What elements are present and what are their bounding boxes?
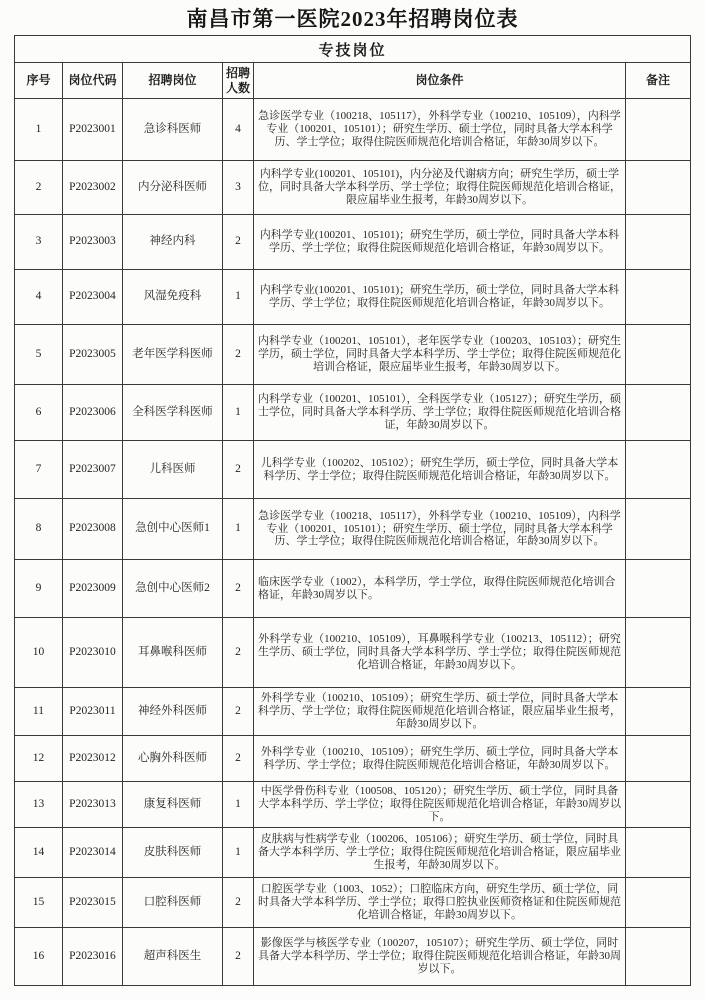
requirements-cell: 儿科学专业（100202、105102）；研究生学历，硕士学位，同时具备大学本科学历、学士学位；取得住院医师规范化培训合格证，年龄30周岁以下。 xyxy=(253,441,625,499)
remarks-cell xyxy=(625,99,690,161)
headcount-cell: 3 xyxy=(222,161,253,215)
requirements-cell: 急诊医学专业（100218、105117），外科学专业（100210、105109），内科学专业（100201、105101）；研究生学历、硕士学位，同时具备大学本科学历、学士学位；取得住院医师规范化培训合格证，年龄30周岁以下。 xyxy=(253,99,625,161)
table-row xyxy=(14,215,690,270)
requirements-cell: 外科学专业（100210、105109）；研究生学历、硕士学位，同时具备大学本科学历、学士学位；取得住院医师规范化培训合格证，年龄30周岁以下。 xyxy=(253,736,625,782)
code-cell: P2023008 xyxy=(62,499,122,560)
code-cell: P2023009 xyxy=(62,560,122,618)
table-row xyxy=(14,99,690,161)
headcount-cell: 1 xyxy=(222,828,253,878)
position-cell: 皮肤科医师 xyxy=(122,828,222,878)
code-cell: P2023004 xyxy=(62,270,122,325)
code-cell: P2023012 xyxy=(62,736,122,782)
table-row xyxy=(14,325,690,385)
position-cell: 风湿免疫科 xyxy=(122,270,222,325)
table-row xyxy=(14,161,690,215)
positions-tbody xyxy=(14,99,690,986)
table-row xyxy=(14,828,690,878)
requirements-cell: 内科学专业（100201、105101），老年医学专业（100203、105103）；研究生学历，硕士学位，同时具备大学本科学历、学士学位；取得住院医师规范化培训合格证，限应届毕业生报考，年龄30周岁以下。 xyxy=(253,325,625,385)
table-row xyxy=(14,782,690,828)
headcount-cell: 1 xyxy=(222,270,253,325)
remarks-cell xyxy=(625,618,690,688)
seq-cell: 7 xyxy=(14,441,62,499)
headcount-cell: 2 xyxy=(222,618,253,688)
seq-cell: 12 xyxy=(14,736,62,782)
code-cell: P2023007 xyxy=(62,441,122,499)
remarks-cell xyxy=(625,560,690,618)
code-cell: P2023015 xyxy=(62,878,122,928)
seq-cell: 4 xyxy=(14,270,62,325)
position-cell: 老年医学科医师 xyxy=(122,325,222,385)
remarks-cell xyxy=(625,161,690,215)
remarks-cell xyxy=(625,688,690,736)
table-row xyxy=(14,736,690,782)
requirements-cell: 内科学专业(100201、105101)，内分泌及代谢病方向；研究生学历，硕士学位，同时具备大学本科学历、学士学位；取得住院医师规范化培训合格证，限应届毕业生报考，年龄30周岁以下。 xyxy=(253,161,625,215)
position-cell: 神经外科医师 xyxy=(122,688,222,736)
position-cell: 超声科医生 xyxy=(122,928,222,986)
position-cell: 全科医学科医师 xyxy=(122,385,222,441)
column-header-requirements: 岗位条件 xyxy=(253,63,625,99)
section-header: 专技岗位 xyxy=(14,36,690,63)
code-cell: P2023005 xyxy=(62,325,122,385)
remarks-cell xyxy=(625,736,690,782)
seq-cell: 9 xyxy=(14,560,62,618)
requirements-cell: 内科学专业(100201、105101)；研究生学历，硕士学位，同时具备大学本科学历、学士学位；取得住院医师规范化培训合格证，年龄30周岁以下。 xyxy=(253,215,625,270)
remarks-cell xyxy=(625,782,690,828)
position-cell: 心胸外科医师 xyxy=(122,736,222,782)
seq-cell: 10 xyxy=(14,618,62,688)
remarks-cell xyxy=(625,270,690,325)
code-cell: P2023006 xyxy=(62,385,122,441)
remarks-cell xyxy=(625,441,690,499)
positions-table xyxy=(14,35,691,986)
position-cell: 口腔科医师 xyxy=(122,878,222,928)
position-cell: 急创中心医师1 xyxy=(122,499,222,560)
code-cell: P2023011 xyxy=(62,688,122,736)
table-row xyxy=(14,441,690,499)
requirements-cell: 临床医学专业（1002），本科学历，学士学位，取得住院医师规范化培训合格证，年龄30周岁以下。 xyxy=(253,560,625,618)
headcount-cell: 2 xyxy=(222,928,253,986)
seq-cell: 8 xyxy=(14,499,62,560)
remarks-cell xyxy=(625,928,690,986)
table-row xyxy=(14,878,690,928)
headcount-cell: 2 xyxy=(222,688,253,736)
seq-cell: 3 xyxy=(14,215,62,270)
code-cell: P2023013 xyxy=(62,782,122,828)
position-cell: 急诊科医师 xyxy=(122,99,222,161)
remarks-cell xyxy=(625,499,690,560)
headcount-cell: 4 xyxy=(222,99,253,161)
headcount-cell: 1 xyxy=(222,782,253,828)
position-cell: 儿科医师 xyxy=(122,441,222,499)
requirements-cell: 内科学专业(100201、105101)；研究生学历，硕士学位，同时具备大学本科学历、学士学位；取得住院医师规范化培训合格证，年龄30周岁以下。 xyxy=(253,270,625,325)
headcount-cell: 2 xyxy=(222,736,253,782)
seq-cell: 6 xyxy=(14,385,62,441)
requirements-cell: 影像医学与核医学专业（100207，105107）；研究生学历、硕士学位，同时具备大学本科学历、学士学位；取得住院医师规范化培训合格证，年龄30周岁以下。 xyxy=(253,928,625,986)
headcount-cell: 1 xyxy=(222,499,253,560)
code-cell: P2023014 xyxy=(62,828,122,878)
remarks-cell xyxy=(625,215,690,270)
headcount-cell: 2 xyxy=(222,325,253,385)
seq-cell: 1 xyxy=(14,99,62,161)
requirements-cell: 口腔医学专业（1003、1052）；口腔临床方向，研究生学历、硕士学位，同时具备大学本科学历、学士学位；取得口腔执业医师资格证和住院医师规范化培训合格证，年龄30周岁以下。 xyxy=(253,878,625,928)
table-row xyxy=(14,499,690,560)
headcount-cell: 2 xyxy=(222,560,253,618)
remarks-cell xyxy=(625,878,690,928)
headcount-cell: 2 xyxy=(222,441,253,499)
code-cell: P2023016 xyxy=(62,928,122,986)
table-row xyxy=(14,385,690,441)
remarks-cell xyxy=(625,385,690,441)
seq-cell: 15 xyxy=(14,878,62,928)
seq-cell: 13 xyxy=(14,782,62,828)
requirements-cell: 外科学专业（100210、105109），耳鼻喉科学专业（100213、105112）；研究生学历、硕士学位，同时具备大学本科学历、学士学位；取得住院医师规范化培训合格证，年龄30周岁以下。 xyxy=(253,618,625,688)
seq-cell: 11 xyxy=(14,688,62,736)
remarks-cell xyxy=(625,828,690,878)
remarks-cell xyxy=(625,325,690,385)
table-row xyxy=(14,688,690,736)
column-header-position: 招聘岗位 xyxy=(122,63,222,99)
seq-cell: 16 xyxy=(14,928,62,986)
column-header-headcount: 招聘人数 xyxy=(222,63,253,99)
code-cell: P2023002 xyxy=(62,161,122,215)
code-cell: P2023001 xyxy=(62,99,122,161)
position-cell: 急创中心医师2 xyxy=(122,560,222,618)
page-title: 南昌市第一医院2023年招聘岗位表 xyxy=(186,7,519,31)
headcount-cell: 2 xyxy=(222,878,253,928)
requirements-cell: 急诊医学专业（100218、105117），外科学专业（100210、105109），内科学专业（100201、105101）；研究生学历、硕士学位，同时具备大学本科学历、学士学位；取得住院医师规范化培训合格证，年龄30周岁以下。 xyxy=(253,499,625,560)
seq-cell: 14 xyxy=(14,828,62,878)
column-header-code: 岗位代码 xyxy=(62,63,122,99)
requirements-cell: 中医学骨伤科专业（100508、105120）；研究生学历、硕士学位，同时具备大学本科学历、学士学位；取得住院医师规范化培训合格证，年龄30周岁以下。 xyxy=(253,782,625,828)
document-page xyxy=(0,3,705,1000)
requirements-cell: 皮肤病与性病学专业（100206、105106）；研究生学历、硕士学位，同时具备大学本科学历、学士学位；取得住院医师规范化培训合格证，限应届毕业生报考，年龄30周岁以下。 xyxy=(253,828,625,878)
column-header-remarks: 备注 xyxy=(625,63,690,99)
seq-cell: 2 xyxy=(14,161,62,215)
seq-cell: 5 xyxy=(14,325,62,385)
table-row xyxy=(14,270,690,325)
requirements-cell: 外科学专业（100210、105109）；研究生学历、硕士学位，同时具备大学本科学历、学士学位；取得住院医师规范化培训合格证，限应届毕业生报考，年龄30周岁以下。 xyxy=(253,688,625,736)
column-header-seq: 序号 xyxy=(14,63,62,99)
code-cell: P2023003 xyxy=(62,215,122,270)
code-cell: P2023010 xyxy=(62,618,122,688)
table-row xyxy=(14,928,690,986)
position-cell: 内分泌科医师 xyxy=(122,161,222,215)
position-cell: 神经内科 xyxy=(122,215,222,270)
table-row xyxy=(14,618,690,688)
headcount-cell: 1 xyxy=(222,385,253,441)
requirements-cell: 内科学专业（100201、105101），全科医学专业（105127）；研究生学历，硕士学位，同时具备大学本科学历、学士学位；取得住院医师规范化培训合格证，年龄30周岁以下。 xyxy=(253,385,625,441)
position-cell: 康复科医师 xyxy=(122,782,222,828)
headcount-cell: 2 xyxy=(222,215,253,270)
position-cell: 耳鼻喉科医师 xyxy=(122,618,222,688)
table-row xyxy=(14,560,690,618)
